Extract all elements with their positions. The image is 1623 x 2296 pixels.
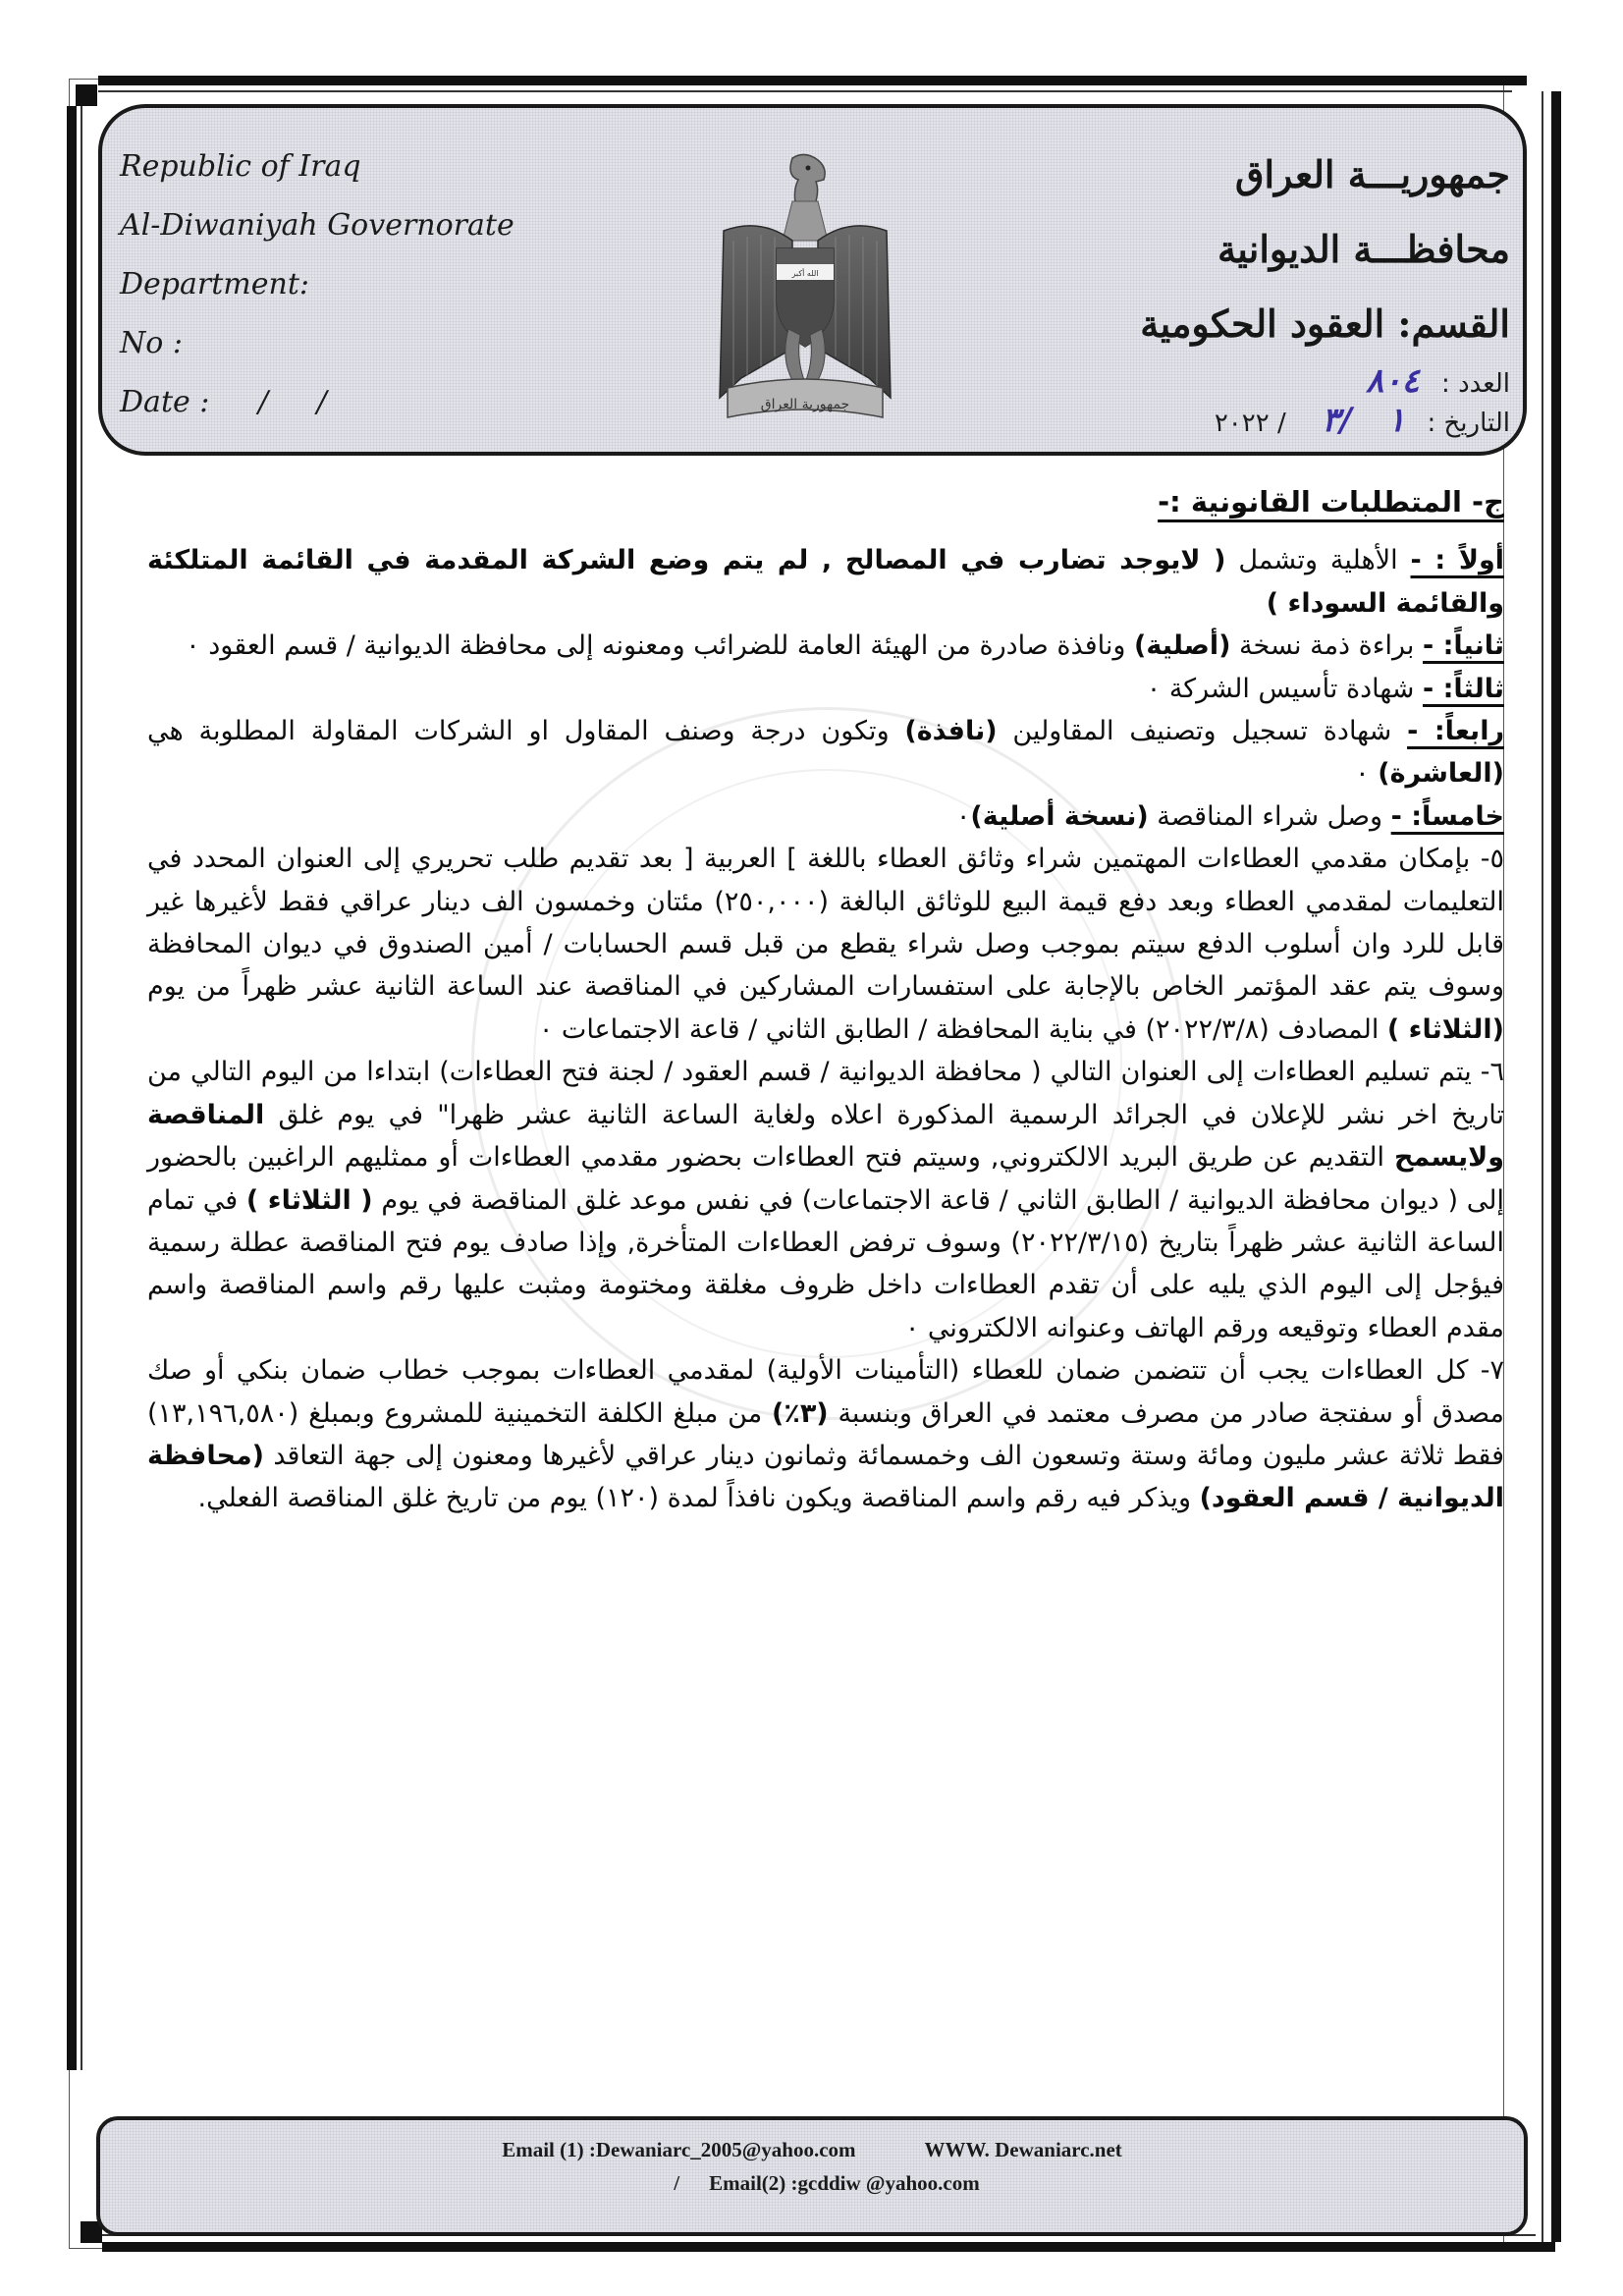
email-2[interactable]: Email(2) :gcddiw @yahoo.com (709, 2171, 980, 2195)
number-label-en: No : (120, 326, 183, 360)
governorate-name-en: Al-Diwaniyah Governorate (120, 208, 514, 243)
date-label-en: Date : (120, 385, 210, 419)
email-1[interactable]: Email (1) :Dewaniarc_2005@yahoo.com (502, 2138, 856, 2161)
paragraph-6-bid-submission: ٦- يتم تسليم العطاءات إلى العنوان التالي ( محافظة الديوانية / قسم العقود / لجنة فتح العطاءات) ابتداءا من اليوم التالي من تاريخ اخر نشر للإعلان في الجرائد الرسمية المذكورة اعلاه ولغاية الساعة الثانية عشر ظهرا" في يوم غلق المناقصة ولايسمح التقديم عن طريق البريد الالكتروني, وسيتم فتح العطاءات بحضور مقدمي العطاءات أو ممثليهم الراغبين بالحضور إلى ( ديوان محافظة الديوانية / الطابق الثاني / قاعة الاجتماعات) في نفس موعد غلق المناقصة في يوم ( الثلاثاء ) في تمام الساعة الثانية عشر ظهراً بتاريخ (٢٠٢٢/٣/١٥) وسوف ترفض العطاءات المتأخرة, وإذا صادف يوم فتح المناقصة عطلة رسمية فيؤجل إلى اليوم الذي يليه على أن تقدم العطاءات داخل ظروف مغلقة ومختومة ومثبت عليها رقم واسم المناقصة واسم مقدم العطاء وتوقيعه ورقم الهاتف وعنوانه الالكتروني ٠ (147, 1057, 1505, 1343)
iraq-eagle-emblem-icon (702, 152, 908, 437)
page-frame-right-thin (1542, 91, 1543, 2242)
footer-line-1 (100, 2138, 1524, 2162)
page-frame-bottom (102, 2242, 1555, 2252)
footer-separator: / (674, 2171, 680, 2195)
country-name-en: Republic of Iraq (120, 149, 361, 184)
document-number (1140, 361, 1510, 401)
paragraph-5-documents-purchase: ٥- بإمكان مقدمي العطاءات المهتمين شراء وثائق العطاء باللغة ] العربية [ بعد تقديم طلب تحريري إلى العنوان المحدد في التعليمات لمقدمي العطاء وبعد دفع قيمة البيع للوثائق البالغة (٢٥٠,٠٠٠) مئتان وخمسون الف دينار عراقي فقط لأغيرها غير قابل للرد وان أسلوب الدفع سيتم بموجب وصل شراء يقطع من قبل قسم الحسابات / أمين الصندوق في ديوان المحافظة وسوف يتم عقد المؤتمر الخاص بالإجابة على استفسارات المشاركين في المناقصة عند الساعة الثانية عشر ظهراً من يوم (الثلاثاء ) المصادف (٢٠٢٢/٣/٨) في بناية المحافظة / الطابق الثاني / قاعة الاجتماعات ٠ (147, 844, 1504, 1045)
item-label: ثالثاً: - (1423, 673, 1504, 704)
page-frame-left (67, 106, 77, 2070)
frame-corner-top-left (76, 84, 97, 106)
document-body (147, 481, 1504, 1520)
date-field-en (120, 373, 514, 432)
date-separator: / (316, 385, 327, 419)
date-separator: / (257, 385, 269, 419)
requirement-item-2: ثانياً: - براءة ذمة نسخة (أصلية) ونافذة صادرة من الهيئة العامة للضرائب ومعنونه إلى محافظة الديوانية / قسم العقود ٠ (186, 630, 1504, 662)
date-year: / ٢٠٢٢ (1214, 409, 1286, 438)
page-frame-top-thin (98, 90, 1512, 92)
date-day-handwritten: ١ (1386, 401, 1406, 440)
item-label: رابعاً: - (1407, 716, 1504, 747)
number-value-handwritten: ٨٠٤ (1365, 361, 1420, 401)
item-label: خامساً: - (1390, 800, 1504, 832)
number-label-ar: العدد : (1441, 369, 1510, 399)
paragraph-7-bid-guarantee: ٧- كل العطاءات يجب أن تتضمن ضمان للعطاء (التأمينات الأولية) لمقدمي العطاءات بموجب خطاب ضمان بنكي أو صك مصدق أو سفتجة صادر من مصرف معتمد في العراق وبنسبة (٣٪) من مبلغ الكلفة التخمينية للمشروع وبمبلغ (١٣,١٩٦,٥٨٠) فقط ثلاثة عشر مليون ومائة وستة وتسعون الف وخمسمائة وثمانون دينار عراقي لأغيرها ومعنون إلى جهة التعاقد (محافظة الديوانية / قسم العقود) ويذكر فيه رقم واسم المناقصة ويكون نافذاً لمدة (١٢٠) يوم من تاريخ غلق المناقصة الفعلي. (147, 1355, 1504, 1514)
date-month-handwritten: /٣ (1322, 401, 1352, 440)
department-name-ar: القسم: العقود الحكومية (1140, 301, 1510, 346)
governorate-name-ar: محافظـــة الديوانية (1217, 227, 1510, 271)
date-label-ar: التاريخ : (1427, 409, 1510, 438)
footer-contact-box (96, 2116, 1528, 2236)
emblem-caption: جمهورية العراق (760, 397, 850, 412)
emblem-motto: الله أكبر (791, 269, 819, 278)
page-frame-left-thin (81, 106, 82, 2070)
website-link[interactable]: WWW. Dewaniarc.net (924, 2138, 1122, 2161)
page-frame-right (1551, 91, 1561, 2242)
country-name-ar: جمهوريـــة العراق (1234, 152, 1510, 196)
document-date (1140, 401, 1510, 440)
letterhead-arabic (1140, 137, 1510, 440)
item-label: أولاً : - (1410, 545, 1504, 576)
section-title: ج- المتطلبات القانونية :- (1158, 485, 1504, 519)
requirement-item-1: أولاً : - الأهلية وتشمل ( لايوجد تضارب في المصالح , لم يتم وضع الشركة المقدمة في القائمة المتلكئة والقائمة السوداء ) (147, 545, 1504, 619)
item-label: ثانياً: - (1423, 630, 1504, 662)
page-frame-top (98, 76, 1527, 85)
requirement-item-5: خامساً: - وصل شراء المناقصة (نسخة أصلية)٠ (955, 800, 1504, 832)
requirement-item-4: رابعاً: - شهادة تسجيل وتصنيف المقاولين (نافذة) وتكون درجة وصنف المقاول او الشركات المقاولة المطلوبة هي (العاشرة) ٠ (147, 716, 1504, 790)
requirement-item-3: ثالثاً: - شهادة تأسيس الشركة ٠ (1146, 673, 1504, 704)
footer-line-2 (100, 2171, 1524, 2196)
department-label-en: Department: (120, 267, 309, 301)
letterhead-english (120, 137, 514, 432)
